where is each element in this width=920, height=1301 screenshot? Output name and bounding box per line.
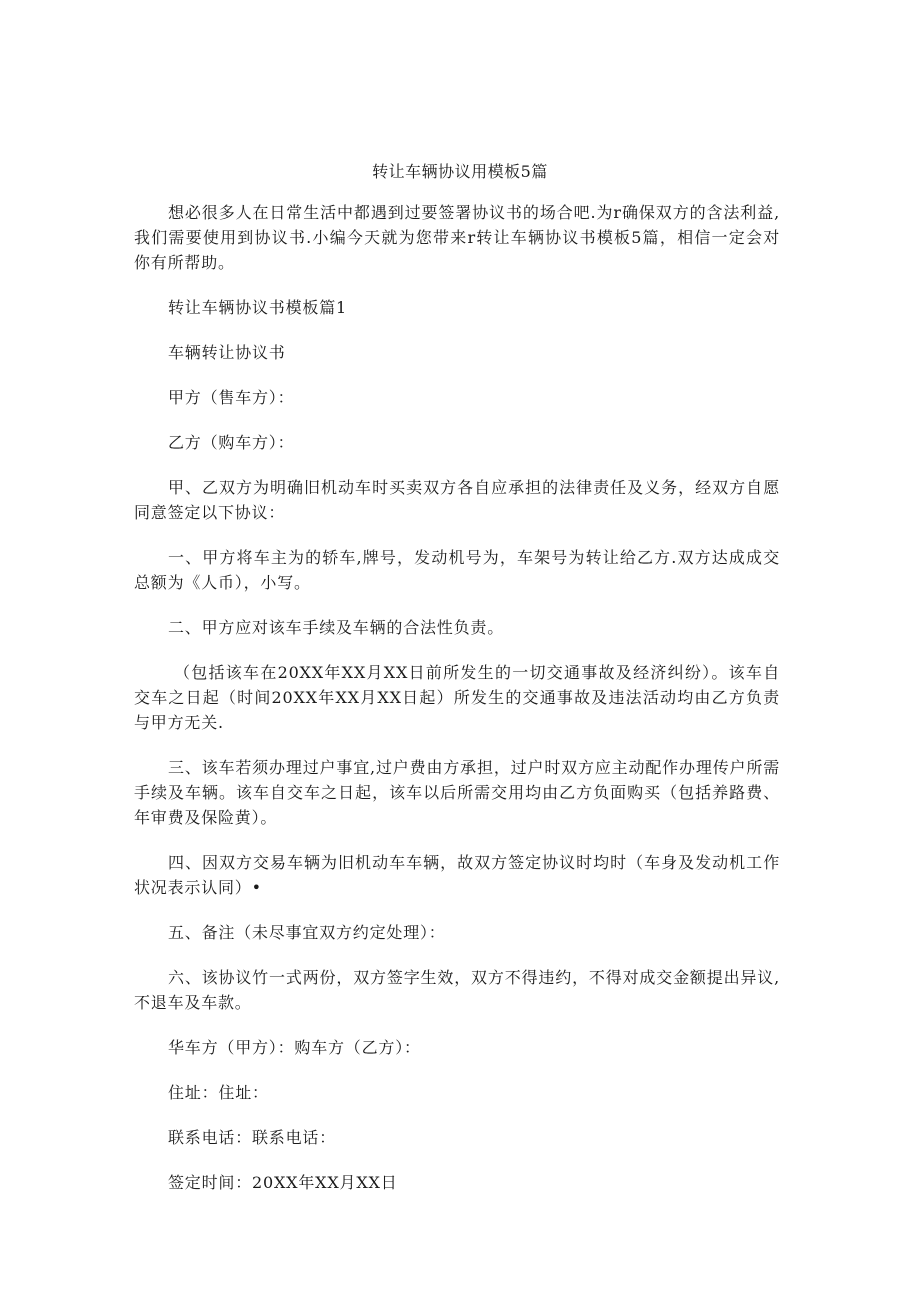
clause-2: 二、甲方应对该车手续及车辆的合法性负责。 bbox=[168, 618, 505, 637]
clause-2-note: （包括该车在20XX年XX月XX日前所发生的一切交通事故及经济纠纷）。该车自交车之日起（时间20XX年XX月XX日起）所发生的交通事故及违法活动均由乙方负责与甲方无关. bbox=[134, 663, 780, 732]
section-heading: 转让车辆协议书模板篇1 bbox=[168, 298, 347, 317]
party-a-line: 甲方（售车方）： bbox=[168, 388, 295, 407]
preamble-paragraph: 甲、乙双方为明确旧机动车时买卖双方各自应承担的法律责任及义务，经双方自愿同意签定以下协议： bbox=[134, 478, 780, 522]
clause-6: 六、该协议竹一式两份，双方签字生效，双方不得违约，不得对成交金额提出异议,不退车及车款。 bbox=[134, 968, 780, 1012]
sign-date-line: 签定时间：20XX年XX月XX日 bbox=[168, 1173, 398, 1192]
intro-paragraph: 想必很多人在日常生活中都遇到过要签署协议书的场合吧.为r确保双方的含法利益,我们需要使用到协议书.小编今天就为您带来r转让车辆协议书模板5篇，相信一定会对你有所帮助。 bbox=[134, 203, 780, 272]
clause-3: 三、该车若须办理过户事宜,过户费由方承担，过户时双方应主动配作办理传户所需手续及车辆。该车自交车之日起，该车以后所需交用均由乙方负面购买（包括养路费、年审费及保险黄）。 bbox=[134, 758, 780, 827]
document-body bbox=[134, 200, 780, 1208]
clause-1: 一、甲方将车主为的轿车,牌号，发动机号为，车架号为转让给乙方.双方达成成交总额为《人币），小写。 bbox=[134, 548, 780, 592]
phone-line: 联系电话：联系电话： bbox=[168, 1128, 337, 1147]
clause-4: 四、因双方交易车辆为旧机动车车辆，故双方签定协议时均时（车身及发动机工作状况表示认同）• bbox=[134, 853, 780, 897]
signers-line: 华车方（甲方）：购车方（乙方）： bbox=[168, 1038, 421, 1057]
party-b-line: 乙方（购车方）： bbox=[168, 433, 295, 452]
address-line: 住址：住址： bbox=[168, 1083, 269, 1102]
document-title: 转让车辆协议用模板5篇 bbox=[372, 162, 548, 181]
agreement-title: 车辆转让协议书 bbox=[168, 343, 286, 362]
clause-5: 五、备注（未尽事宜双方约定处理）： bbox=[168, 923, 446, 942]
